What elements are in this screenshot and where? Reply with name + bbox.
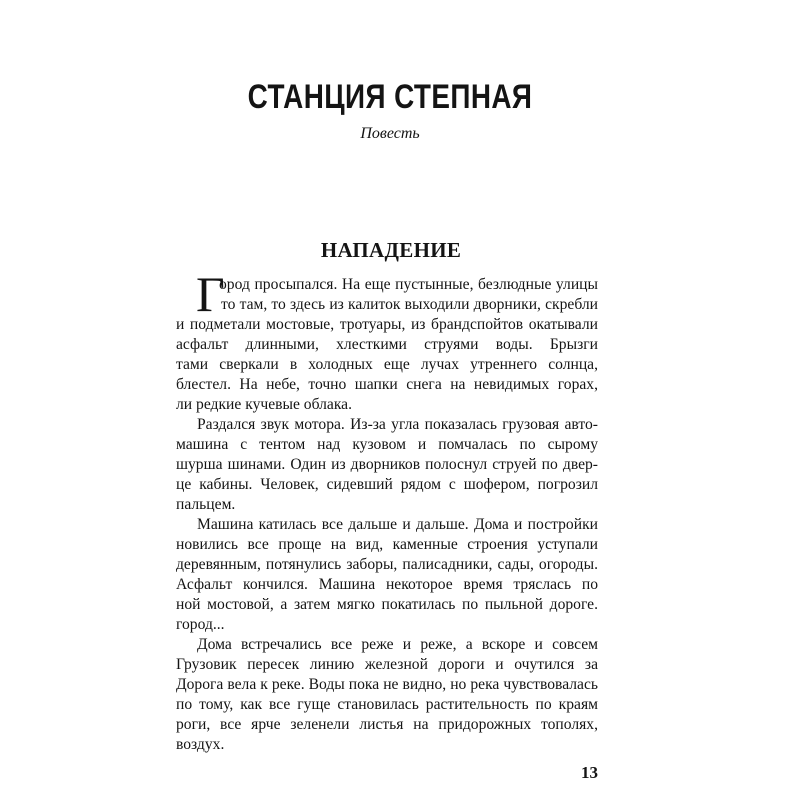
page-number: 13	[581, 763, 598, 782]
text-line: по тому, как все гуще становилась растительность по краям	[176, 696, 598, 713]
text-line: ной мостовой, а затем мягко покатилась по пыльной дороге.	[176, 596, 598, 613]
text-line: Раздался звук мотора. Из-за угла показалась грузовая авто-	[197, 416, 598, 433]
text-line: Дорога вела к реке. Воды пока не видно, но река чувствовалась	[176, 676, 598, 693]
text-line: Грузовик пересек линию железной дороги и очутился за	[176, 656, 598, 673]
drop-cap: Г	[196, 266, 225, 322]
text-line: воздух.	[176, 736, 225, 753]
chapter-title: НАПАДЕНИЕ	[320, 238, 462, 262]
text-line: роги, все ярче зеленели листья на придорожных тополях,	[176, 716, 598, 733]
text-line: машина с тентом над кузовом и помчалась по сырому	[176, 436, 598, 453]
text-line: Асфальт кончился. Машина некоторое время тряслась по	[176, 576, 598, 593]
text-line: пальцем.	[176, 496, 236, 513]
story-subtitle: Повесть	[360, 125, 420, 142]
text-line: город...	[176, 616, 225, 633]
text-line: и подметали мостовые, тротуары, из брандспойтов окатывали	[176, 316, 598, 333]
text-line: асфальт длинными, хлесткими струями воды. Брызги	[176, 336, 598, 353]
story-title: СТАНЦИЯ СТЕПНАЯ	[247, 78, 533, 116]
text-line: то там, то здесь из калиток выходили дворники, скребли	[221, 296, 598, 313]
text-line: блестел. На небе, точно шапки снега на невидимых горах,	[176, 376, 598, 393]
text-line: деревянным, потянулись заборы, палисадники, сады, огороды.	[176, 556, 598, 573]
text-line: ород просыпался. На еще пустынные, безлюдные улицы	[219, 276, 598, 293]
text-line: Машина катилась все дальше и дальше. Дома и постройки	[197, 516, 598, 533]
text-line: це кабины. Человек, сидевший рядом с шофером, погрозил	[176, 476, 598, 493]
text-line: шурша шинами. Один из дворников полоснул струей по двер-	[176, 456, 598, 473]
text-line: новились все проще на вид, каменные строения уступали	[176, 536, 598, 553]
text-line: Дома встречались все реже и реже, а вскоре и совсем	[197, 636, 598, 653]
text-line: ли редкие кучевые облака.	[176, 396, 352, 413]
text-line: тами сверкали в холодных еще лучах утреннего солнца,	[176, 356, 598, 373]
